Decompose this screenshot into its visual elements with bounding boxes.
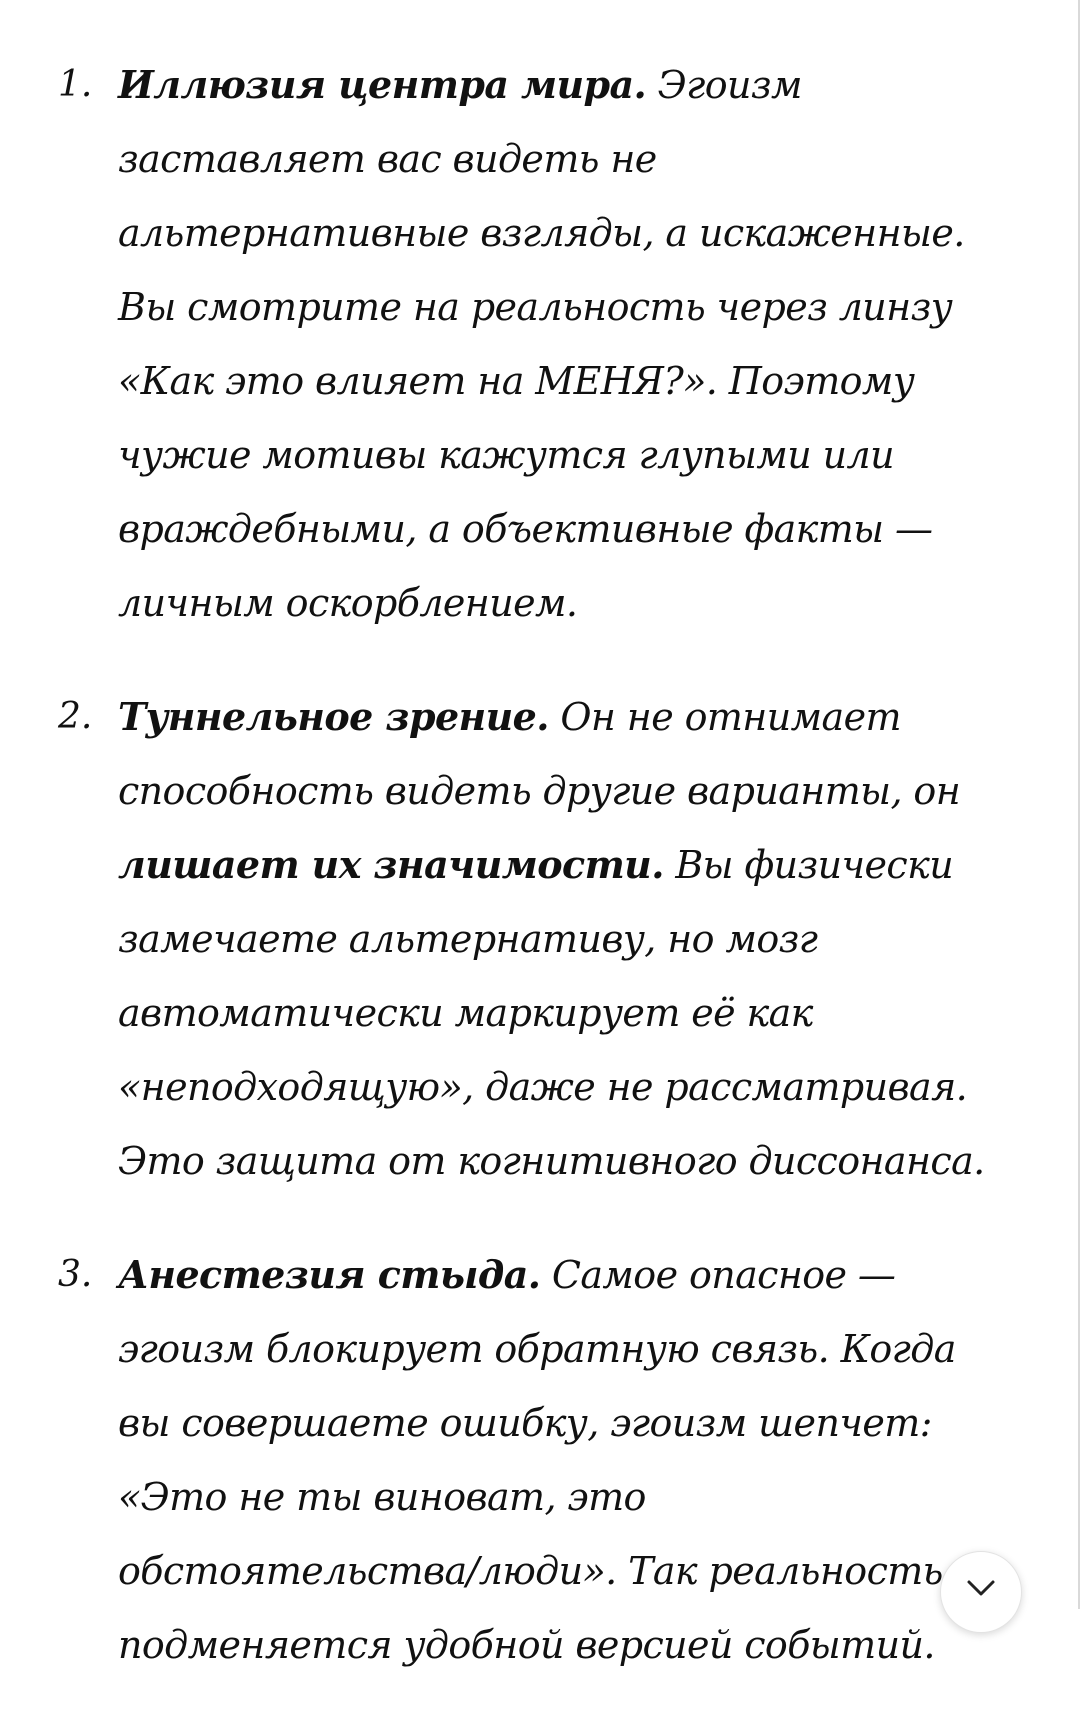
list-item xyxy=(58,680,1018,1198)
item-emphasis: лишает их значимости. xyxy=(118,842,664,887)
message-content xyxy=(58,48,1018,1722)
list-number: 1. xyxy=(58,64,93,105)
list-item-text xyxy=(118,680,1018,1198)
scroll-down-button[interactable] xyxy=(940,1551,1022,1633)
list-item-text xyxy=(118,48,1018,640)
list-item xyxy=(58,48,1018,640)
list-number: 3. xyxy=(58,1254,93,1295)
list-item xyxy=(58,1238,1018,1682)
item-body: Вы физически замечаете альтернативу, но мозг автоматически маркирует её как «неподходящую», даже не рассматривая. Это защита от когнитивного диссонанса. xyxy=(118,843,985,1183)
chevron-down-icon xyxy=(965,1578,997,1598)
item-title: Анестезия стыда. xyxy=(118,1252,541,1297)
item-title: Туннельное зрение. xyxy=(118,694,549,739)
list-item-text xyxy=(118,1238,1018,1682)
item-body: Самое опасное — эгоизм блокирует обратную связь. Когда вы совершаете ошибку, эгоизм шепчет: «Это не ты виноват, это обстоятельства/люди». Так реальность подменяется удобной версией событий. xyxy=(118,1253,956,1667)
item-body: Он не отнимает способность видеть другие варианты, он xyxy=(118,695,961,813)
list-number: 2. xyxy=(58,696,93,737)
item-body: Эгоизм заставляет вас видеть не альтернативные взгляды, а искаженные. Вы смотрите на реальность через линзу «Как это влияет на МЕНЯ?». Поэтому чужие мотивы кажутся глупыми или враждебными, а объективные факты — личным оскорблением. xyxy=(118,63,965,625)
item-title: Иллюзия центра мира. xyxy=(118,62,647,107)
